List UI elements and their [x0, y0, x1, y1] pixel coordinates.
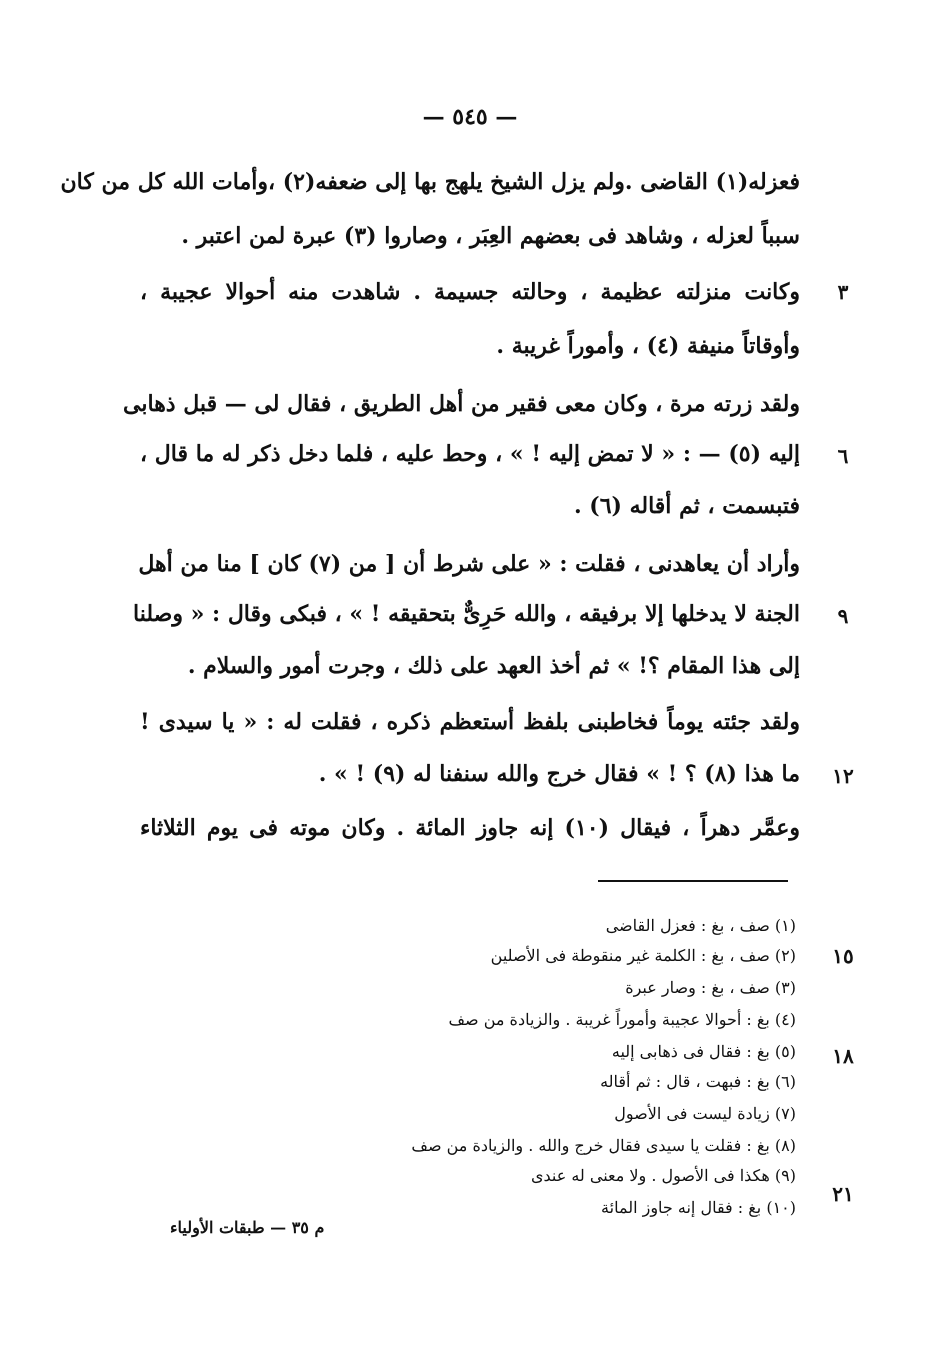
footnote: (٩) هكذا فى الأصول . ولا معنى له عندى [530, 1166, 796, 1185]
text-line: ولقد جئته يوماً فخاطبنى بلفظ أستعظم ذكره ، فقلت له : « يا سيدى ! [140, 709, 800, 735]
text-line: وكانت منزلته عظيمة ، وحالته جسيمة . شاهدت منه أحوالا عجيبة ، [140, 279, 800, 305]
text-line: فعزله(١) القاضى .ولم يزل الشيخ يلهج بها إلى ضعفه(٢) ،وأمات الله كل من كان [60, 169, 800, 195]
line-number: ١٢ [832, 764, 854, 788]
line-number: ٢١ [832, 1182, 854, 1206]
text-line: ولقد زرته مرة ، وكان معى فقير من أهل الطريق ، فقال لى — قبل ذهابى [123, 391, 800, 417]
footnote: (٤) بغ : أحوالا عجيبة وأموراً غريبة . والزيادة من صف [448, 1010, 796, 1029]
text-line: فتبسمت ، ثم أقاله (٦) . [573, 493, 800, 519]
page-number: — ٥٤٥ — [422, 104, 518, 130]
text-line: وأوقاتاً منيفة (٤) ، وأموراً غريبة . [496, 333, 800, 359]
footnote: (٨) بغ : فقلت يا سيدى فقال خرج والله . والزيادة من صف [411, 1136, 796, 1155]
footnote: (٣) صف ، بغ : وصار عبرة [625, 978, 796, 997]
line-number: ١٨ [832, 1044, 854, 1068]
footnote: (٥) بغ : فقال فى ذهابى إليه [611, 1042, 796, 1061]
line-number: ٦ [837, 444, 849, 468]
text-line: الجنة لا يدخلها إلا برفيقه ، والله حَرِىٌّ بتحقيقه ! » ، فبكى وقال : « وصلنا [133, 601, 800, 627]
text-line: وأراد أن يعاهدنى ، فقلت : « على شرط أن [ من (٧) كان ] منا من أهل [138, 551, 800, 577]
line-number: ١٥ [832, 944, 854, 968]
page-signature: م ٣٥ — طبقات الأولياء [170, 1218, 325, 1237]
text-line: وعمَّر دهراً ، فيقال (١٠) إنه جاوز المائة . وكان موته فى يوم الثلاثاء [140, 815, 800, 841]
line-number: ٣ [837, 280, 849, 304]
footnote: (٦) بغ : فبهت ، قال : ثم أقاله [600, 1072, 796, 1091]
footnote: (٢) صف ، بغ : الكلمة غير منقوطة فى الأصلين [490, 946, 796, 965]
text-line: إلى هذا المقام ؟! » ثم أخذ العهد على ذلك ، وجرت أمور والسلام . [187, 653, 800, 679]
text-line: إليه (٥) — : « لا تمض إليه ! » ، وحط عليه ، فلما دخل ذكر له ما قال ، [140, 441, 800, 467]
text-line: سبباً لعزله ، وشاهد فى بعضهم العِبَر ، وصاروا (٣) عبرة لمن اعتبر . [181, 223, 800, 249]
footnote: (١٠) بغ : فقال إنه جاوز المائة [601, 1198, 796, 1217]
text-line: ما هذا (٨) ؟ ! » فقال خرج والله سنفنا له (٩) ! » . [318, 761, 800, 787]
footnote-separator [598, 880, 788, 882]
footnote: (١) صف ، بغ : فعزل القاضى [605, 916, 796, 935]
footnote: (٧) زيادة ليست فى الأصول [614, 1104, 796, 1123]
line-number: ٩ [837, 604, 849, 628]
